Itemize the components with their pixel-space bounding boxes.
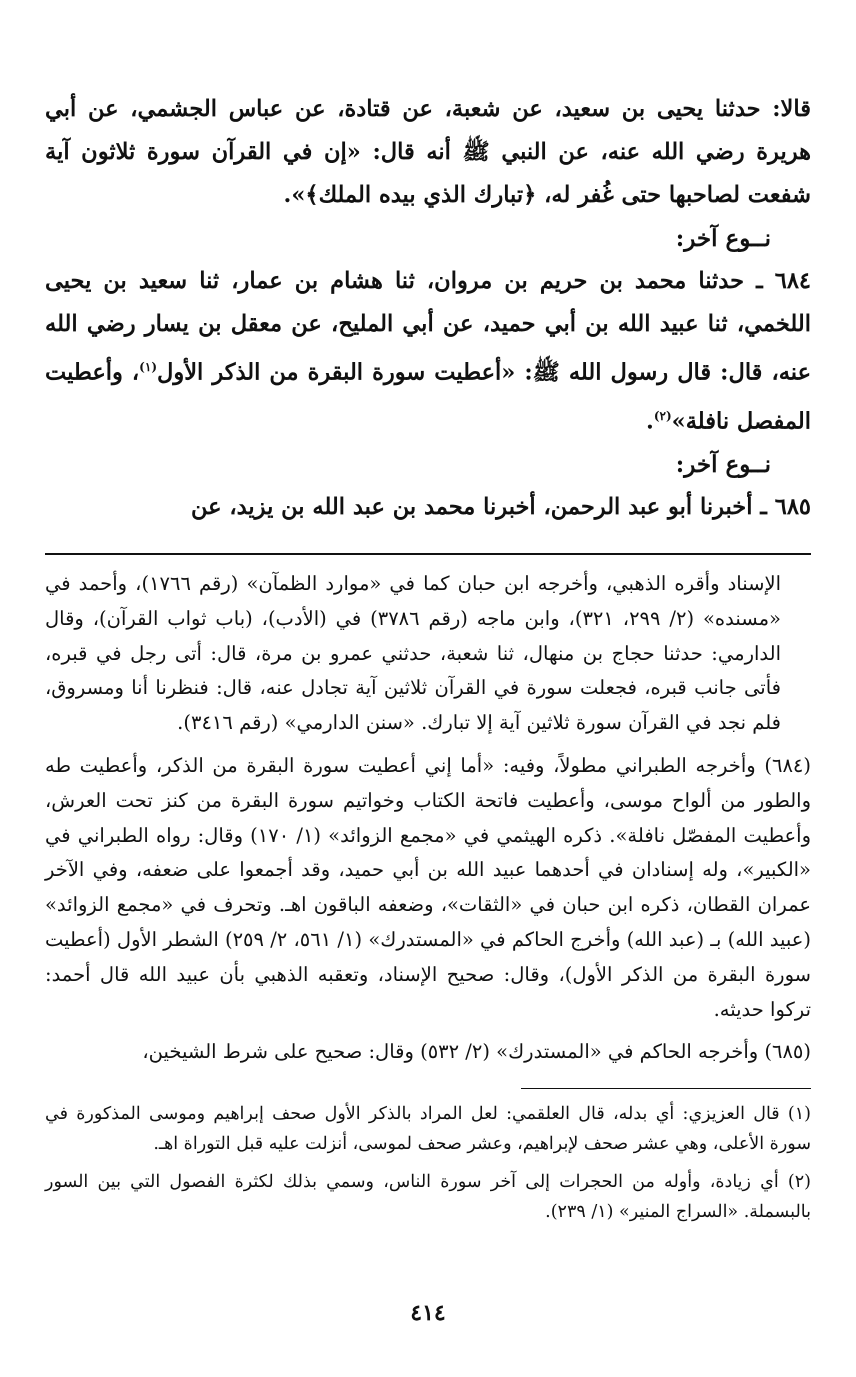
- footnotes-divider: [521, 1088, 811, 1089]
- commentary-notes: [45, 567, 811, 1070]
- section-heading-1: نــوع آخر:: [675, 225, 771, 252]
- hadith-685: [45, 486, 811, 529]
- paragraph-1-text: قالا: حدثنا يحيى بن سعيد، عن شعبة، عن قتادة، عن عباس الجشمي، عن أبي هريرة رضي الله عنه، عن النبي ﷺ أنه قال: «إن في القرآن سورة ثلاثون آية شفعت لصاحبها حتى غُفر له،: [45, 96, 811, 208]
- footnotes: [45, 1099, 811, 1227]
- page-number: ٤١٤: [410, 1300, 446, 1326]
- paragraph-1: [45, 88, 811, 217]
- notes-divider: [45, 553, 811, 555]
- footnote-ref-2[interactable]: (٢): [653, 408, 672, 423]
- hadith-684: [45, 260, 811, 443]
- paragraph-1-end: .: [283, 182, 292, 208]
- hadith-number: ٦٨٥ ـ: [760, 494, 811, 520]
- hadith-685-text: أخبرنا أبو عبد الرحمن، أخبرنا محمد بن عبد الله بن يزيد، عن: [190, 494, 761, 520]
- quoted-surah: ﴿تبارك الذي بيده الملك﴾»: [291, 182, 537, 208]
- hadith-684-text-b: ، وأعطيت المفصل نافلة»: [45, 359, 811, 434]
- note-continuation: الإسناد وأقره الذهبي، وأخرجه ابن حبان كما في «موارد الظمآن» (رقم ١٧٦٦)، وأحمد في «مسنده» (٢/ ٢٩٩، ٣٢١)، وابن ماجه (رقم ٣٧٨٦) في (الأدب)، (باب ثواب القرآن)، وقال الدارمي: حدثنا حجاج بن منهال، ثنا شعبة، حدثني عمرو بن مرة، قال: أتى رجل في قبره، فأتى جانب قبره، فجعلت سورة في القرآن ثلاثين آية تجادل عنه، قال: فنظرنا أنا ومسروق، فلم نجد في القرآن سورة ثلاثين آية إلا تبارك. «سنن الدارمي» (رقم ٣٤١٦).: [45, 572, 781, 735]
- hadith-684-text: حدثنا محمد بن حريم بن مروان، ثنا هشام بن عمار، ثنا سعيد بن يحيى اللخمي، ثنا عبيد الله بن أبي حميد، عن أبي المليح، عن معقل بن يسار رضي الله عنه، قال: قال رسول الله ﷺ: «أعطيت سورة البقرة من الذكر الأول: [45, 268, 811, 386]
- hadith-number: ٦٨٤ ـ: [756, 268, 811, 294]
- main-text: [45, 88, 811, 529]
- note-685: (٦٨٥) وأخرجه الحاكم في «المستدرك» (٢/ ٥٣٢) وقال: صحيح على شرط الشيخين،: [142, 1040, 811, 1064]
- hadith-684-end: .: [645, 408, 654, 434]
- footnote-1: (١) قال العزيزي: أي بدله، قال العلقمي: لعل المراد بالذكر الأول صحف إبراهيم وموسى المذكورة في سورة الأعلى، وهي عشر صحف لإبراهيم، وعشر صحف لموسى، أنزلت عليه قبل التوراة اهـ.: [45, 1104, 811, 1155]
- section-heading-2: نــوع آخر:: [675, 451, 771, 478]
- note-684: (٦٨٤) وأخرجه الطبراني مطولاً، وفيه: «أما إني أعطيت سورة البقرة من الذكر، وأعطيت طه والطور من ألواح موسى، وأعطيت فاتحة الكتاب وخواتيم سورة البقرة من كنز تحت العرش، وأعطيت المفصّل نافلة». ذكره الهيثمي في «مجمع الزوائد» (١/ ١٧٠) وقال: رواه الطبراني في «الكبير»، وله إسنادان في أحدهما عبيد الله بن أبي حميد، وقد أجمعوا على ضعفه، وفي الآخر عمران القطان، ذكره ابن حبان في «الثقات»، وضعفه الباقون اهـ. وتحرف في «مجمع الزوائد» (عبيد الله) بـ (عبد الله) وأخرج الحاكم في «المستدرك» (١/ ٥٦١، ٢/ ٢٥٩) الشطر الأول (أعطيت سورة البقرة من الذكر الأول)، وقال: صحيح الإسناد، وتعقبه الذهبي بأن عبيد الله قال أحمد: تركوا حديثه.: [45, 753, 811, 1021]
- footnote-ref-1[interactable]: (١): [139, 360, 157, 374]
- footnote-2: (٢) أي زيادة، وأوله من الحجرات إلى آخر سورة الناس، وسمي بذلك لكثرة الفصول التي بين السور بالبسملة. «السراج المنير» (١/ ٢٣٩).: [45, 1172, 811, 1223]
